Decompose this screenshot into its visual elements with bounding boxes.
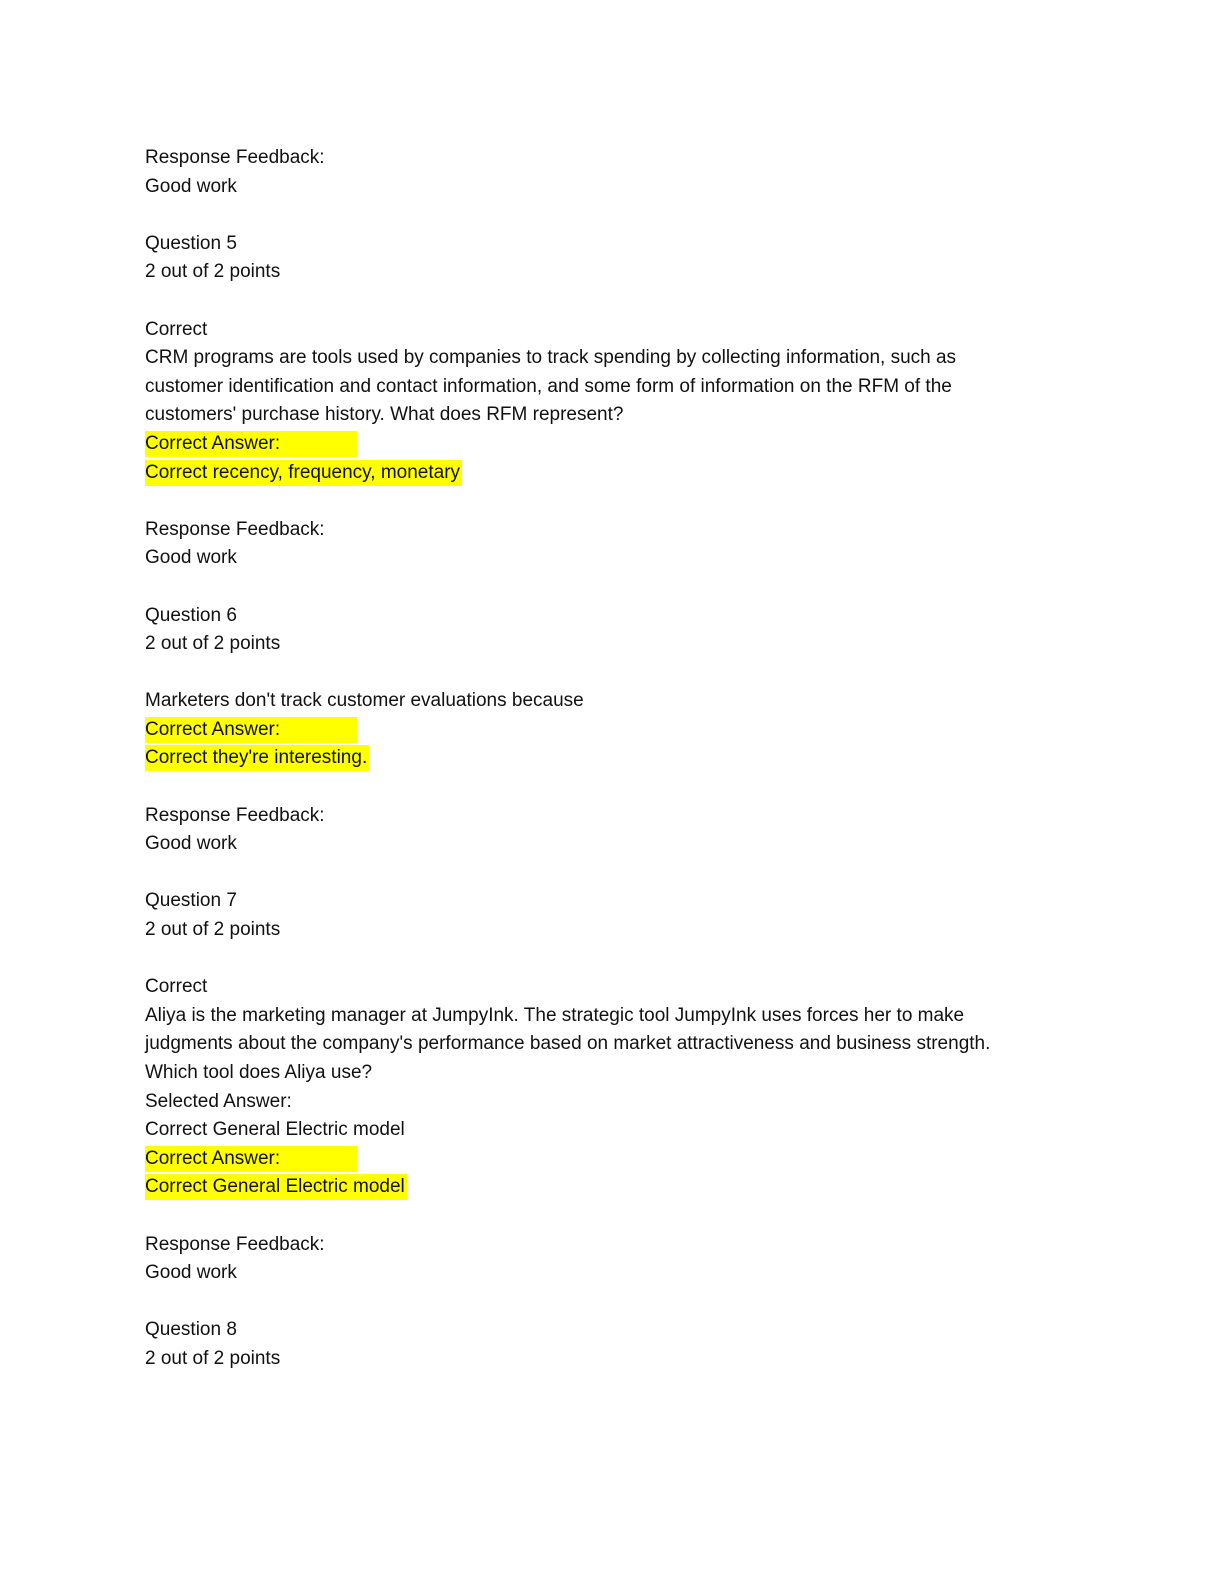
response-feedback-text: Good work [145,1262,237,1284]
spacer [145,287,1045,316]
question-title: Question 6 [145,604,237,626]
question-points: 2 out of 2 points [145,633,281,655]
response-feedback-label: Response Feedback: [145,1233,325,1255]
correct-answer-text: Correct recency, frequency, monetary [145,460,462,486]
response-feedback-label: Response Feedback: [145,804,325,826]
spacer [145,201,1045,230]
response-feedback-label: Response Feedback: [145,518,325,540]
question-title: Question 7 [145,890,237,912]
correct-answer-label: Correct Answer: [145,431,357,457]
question-status: Correct [145,318,208,340]
spacer [145,945,1045,974]
question-points: 2 out of 2 points [145,261,281,283]
correct-answer-label: Correct Answer: [145,717,357,743]
response-feedback-text: Good work [145,547,237,569]
question-points: 2 out of 2 points [145,919,281,941]
spacer [145,859,1045,888]
question-title: Question 5 [145,232,237,254]
spacer [145,1288,1045,1317]
question-title: Question 8 [145,1319,237,1341]
response-feedback-text: Good work [145,833,237,855]
question-text-line: judgments about the company's performance based on market attractiveness and business strength. [145,1033,991,1055]
response-feedback-label: Response Feedback: [145,147,325,168]
question-status: Correct [145,976,208,998]
question-text-line: customers' purchase history. What does RFM represent? [145,404,624,426]
question-text-line: CRM programs are tools used by companies to track spending by collecting information, such as [145,347,957,369]
document-page [145,144,1045,1374]
selected-answer-label: Selected Answer: [145,1090,292,1112]
correct-answer-label: Correct Answer: [145,1146,357,1172]
question-text-line: Aliya is the marketing manager at JumpyInk. The strategic tool JumpyInk uses forces her to make [145,1004,965,1026]
spacer [145,487,1045,516]
question-text-line: Marketers don't track customer evaluations because [145,690,584,712]
question-text-line: customer identification and contact information, and some form of information on the RFM of the [145,375,952,397]
correct-answer-text: Correct they're interesting. [145,745,369,771]
selected-answer-text: Correct General Electric model [145,1119,405,1141]
spacer [145,1202,1045,1231]
spacer [145,773,1045,802]
question-text-line: Which tool does Aliya use? [145,1062,373,1083]
spacer [145,573,1045,602]
response-feedback-text: Good work [145,175,237,197]
correct-answer-text: Correct General Electric model [145,1174,407,1200]
spacer [145,659,1045,688]
question-points: 2 out of 2 points [145,1347,281,1369]
